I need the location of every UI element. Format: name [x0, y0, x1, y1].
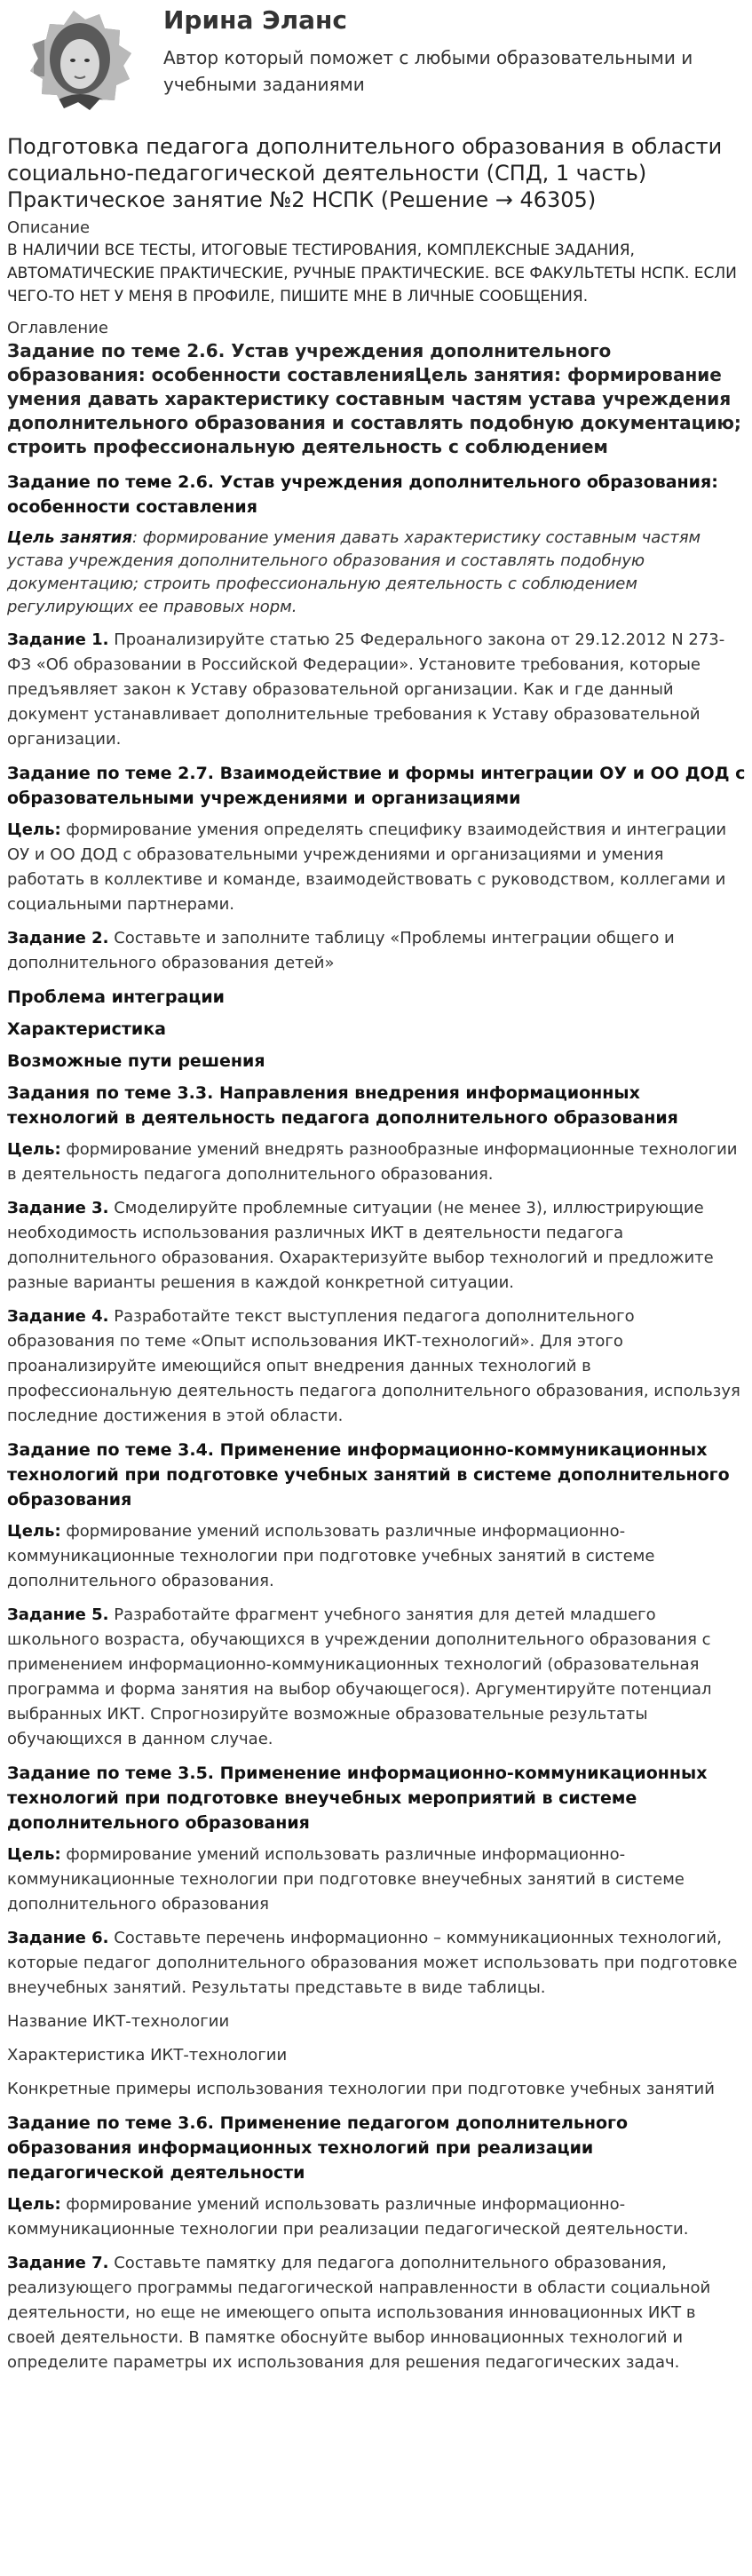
section-heading-3-4: Задание по теме 3.4. Применение информационно-коммуникационных технологий при подготовке учебных занятий в системе дополнительного образования [7, 1440, 730, 1510]
goal-2-6 [7, 527, 746, 619]
task-label: Задание 1. [7, 630, 109, 649]
task-label: Задание 7. [7, 2254, 109, 2272]
goal-label: Цель: [7, 1522, 61, 1541]
table-column-ict-name: Название ИКТ-технологии [7, 2012, 230, 2031]
task-label: Задание 5. [7, 1605, 109, 1624]
toc-label: Оглавление [7, 319, 108, 337]
task-3 [7, 1196, 746, 1296]
task-label: Задание 3. [7, 1199, 109, 1217]
table-column-characteristic: Характеристика [7, 1019, 166, 1039]
page-title: Подготовка педагога дополнительного образования в области социально-педагогической деятельности (СПД, 1 часть) Практическое занятие №2 НСПК (Решение → 46305) [7, 134, 723, 212]
goal-text: формирование умений использовать различные информационно-коммуникационные технологии при реализации педагогической деятельности. [7, 2195, 689, 2239]
task-text: Смоделируйте проблемные ситуации (не менее 3), иллюстрирующие необходимость использования различных ИКТ в деятельности педагога дополнительного образования. Охарактеризуйте выбор технологий и предложите разные варианты решения в каждой конкретной ситуации. [7, 1199, 714, 1292]
section-heading-3-3: Задания по теме 3.3. Направления внедрения информационных технологий в деятельность педагога дополнительного образования [7, 1083, 678, 1128]
author-description: Автор который поможет с любыми образовательными и учебными заданиями [163, 47, 693, 95]
author-name[interactable]: Ирина Эланс [163, 5, 347, 35]
task-4 [7, 1304, 746, 1429]
task-text: Составьте памятку для педагога дополнительного образования, реализующего программы педагогической направленности в области социальной деятельности, но еще не имеющего опыта использования инновационных ИКТ в своей деятельности. В памятке обоснуйте выбор инновационных технологий и определите параметры их использования для решения педагогических задач. [7, 2254, 711, 2372]
task-7 [7, 2251, 746, 2375]
goal-text: формирование умения определять специфику взаимодействия и интеграции ОУ и ОО ДОД с образовательными учреждениями и организациями и умения работать в коллективе и команде, взаимодействовать с руководством, коллегами и социальными партнерами. [7, 820, 727, 914]
article [7, 133, 746, 2384]
section-heading-3-5: Задание по теме 3.5. Применение информационно-коммуникационных технологий при подготовке внеучебных мероприятий в системе дополнительного образования [7, 1764, 708, 1833]
task-label: Задание 4. [7, 1307, 109, 1326]
task-text: Разработайте текст выступления педагога дополнительного образования по теме «Опыт использования ИКТ-технологий». Для этого проанализируйте имеющийся опыт внедрения данных технологий в профессиональную деятельность педагога дополнительного образования, используя последние достижения в этой области. [7, 1307, 740, 1425]
section-heading-2-6: Задание по теме 2.6. Устав учреждения дополнительного образования: особенности составления [7, 472, 718, 517]
goal-3-5 [7, 1843, 746, 1917]
table-column-problem: Проблема интеграции [7, 987, 225, 1007]
goal-label: Цель: [7, 820, 61, 839]
task-5 [7, 1603, 746, 1752]
toc-item[interactable]: Задание по теме 2.6. Устав учреждения дополнительного образования: особенности составленияЦель занятия: формирование умения давать характеристику составным частям устава учреждения дополнительного образования и составлять подобную документацию; строить профессиональную деятельность с соблюдением [7, 340, 741, 457]
task-label: Задание 6. [7, 1929, 109, 1947]
description-text: В НАЛИЧИИ ВСЕ ТЕСТЫ, ИТОГОВЫЕ ТЕСТИРОВАНИЯ, КОМПЛЕКСНЫЕ ЗАДАНИЯ, АВТОМАТИЧЕСКИЕ ПРАКТИЧЕСКИЕ, РУЧНЫЕ ПРАКТИЧЕСКИЕ. ВСЕ ФАКУЛЬТЕТЫ НСПК. ЕСЛИ ЧЕГО-ТО НЕТ У МЕНЯ В ПРОФИЛЕ, ПИШИТЕ МНЕ В ЛИЧНЫЕ СООБЩЕНИЯ. [7, 242, 737, 305]
task-text: Составьте и заполните таблицу «Проблемы интеграции общего и дополнительного образования детей» [7, 929, 675, 972]
goal-text: формирование умений использовать различные информационно-коммуникационные технологии при подготовке учебных занятий в системе дополнительного образования. [7, 1522, 655, 1590]
section-heading-2-7: Задание по теме 2.7. Взаимодействие и формы интеграции ОУ и ОО ДОД с образовательными учреждениями и организациями [7, 764, 746, 808]
goal-text: формирование умений внедрять разнообразные информационные технологии в деятельность педагога дополнительного образования. [7, 1140, 738, 1184]
table-column-ict-examples: Конкретные примеры использования технологии при подготовке учебных занятий [7, 2080, 715, 2098]
goal-3-3 [7, 1137, 746, 1187]
goal-text: формирование умений использовать различные информационно-коммуникационные технологии при подготовке внеучебных занятий в системе дополнительного образования [7, 1845, 685, 1914]
task-2 [7, 926, 746, 976]
avatar-image [7, 7, 140, 114]
author-avatar[interactable] [7, 7, 140, 114]
task-text: Разработайте фрагмент учебного занятия для детей младшего школьного возраста, обучающихся в учреждении дополнительного образования с применением информационно-коммуникационных технологий (образовательная программа и форма занятия на выбор обучающегося). Аргументируйте потенциал выбранных ИКТ. Спрогнозируйте возможные образовательные результаты обучающихся в данном случае. [7, 1605, 712, 1748]
task-text: Проанализируйте статью 25 Федерального закона от 29.12.2012 N 273-ФЗ «Об образовании в Российской Федерации». Установите требования, которые предъявляет закон к Уставу образовательной организации. Как и где данный документ устанавливает дополнительные требования к Уставу образовательной организации. [7, 630, 725, 749]
goal-text: : формирование умения давать характеристику составным частям устава учреждения дополнительного образования и составлять подобную документацию; строить профессиональную деятельность с соблюдением регулирующих ее правовых норм. [7, 528, 701, 616]
task-1 [7, 628, 746, 752]
table-column-ict-characteristic: Характеристика ИКТ-технологии [7, 2046, 288, 2065]
author-header [0, 0, 752, 124]
goal-label: Цель занятия [7, 528, 132, 547]
goal-3-4 [7, 1519, 746, 1594]
goal-3-6 [7, 2192, 746, 2242]
section-heading-3-6: Задание по теме 3.6. Применение педагогом дополнительного образования информационных технологий при реализации педагогической деятельности [7, 2113, 629, 2183]
goal-label: Цель: [7, 1845, 61, 1864]
goal-label: Цель: [7, 1140, 61, 1159]
goal-2-7 [7, 818, 746, 917]
description-label: Описание [7, 218, 91, 237]
task-label: Задание 2. [7, 929, 109, 947]
task-6 [7, 1926, 746, 2001]
table-column-solutions: Возможные пути решения [7, 1051, 265, 1071]
goal-label: Цель: [7, 2195, 61, 2214]
task-text: Составьте перечень информационно – коммуникационных технологий, которые педагог дополнительного образования может использовать при подготовке внеучебных занятий. Результаты представьте в виде таблицы. [7, 1929, 738, 1997]
